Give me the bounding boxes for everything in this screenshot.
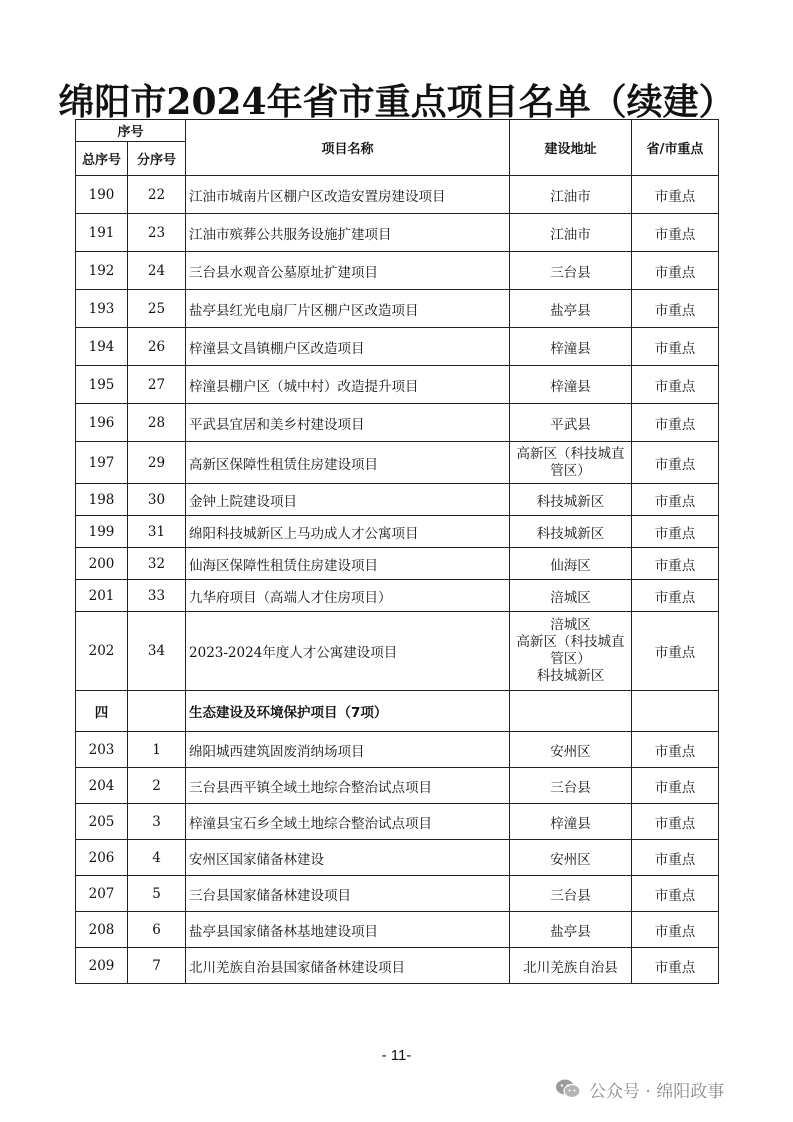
level-cell: 市重点 — [632, 252, 719, 290]
address-cell: 盐亭县 — [510, 290, 632, 328]
watermark-text: 公众号 · 绵阳政事 — [589, 1081, 725, 1102]
total-seq-cell: 200 — [76, 548, 128, 580]
address-cell: 仙海区 — [510, 548, 632, 580]
total-seq-cell: 198 — [76, 484, 128, 516]
address-cell: 科技城新区 — [510, 516, 632, 548]
sub-seq-cell: 6 — [128, 912, 186, 948]
table-row — [76, 548, 719, 580]
level-cell: 市重点 — [632, 580, 719, 612]
sub-seq-cell: 22 — [128, 176, 186, 214]
total-seq-cell: 201 — [76, 580, 128, 612]
table-row — [76, 876, 719, 912]
table-row — [76, 290, 719, 328]
sub-seq-cell: 32 — [128, 548, 186, 580]
level-cell: 市重点 — [632, 948, 719, 984]
level-cell: 市重点 — [632, 328, 719, 366]
section-title: 生态建设及环境保护项目（7项） — [186, 691, 510, 732]
table-row — [76, 912, 719, 948]
project-name-cell: 盐亭县国家储备林基地建设项目 — [186, 912, 510, 948]
level-cell: 市重点 — [632, 732, 719, 768]
address-cell: 科技城新区 — [510, 484, 632, 516]
sub-seq-cell: 23 — [128, 214, 186, 252]
wechat-icon — [555, 1078, 581, 1100]
total-seq-cell: 208 — [76, 912, 128, 948]
total-seq-cell: 206 — [76, 840, 128, 876]
table-row — [76, 404, 719, 442]
empty-cell — [128, 691, 186, 732]
level-cell: 市重点 — [632, 876, 719, 912]
level-cell: 市重点 — [632, 612, 719, 691]
address-line: 涪城区 — [550, 617, 591, 633]
watermark — [555, 1074, 724, 1104]
level-cell: 市重点 — [632, 366, 719, 404]
project-name-cell: 安州区国家储备林建设 — [186, 840, 510, 876]
project-name-cell: 绵阳科技城新区上马功成人才公寓项目 — [186, 516, 510, 548]
address-cell: 盐亭县 — [510, 912, 632, 948]
project-name-cell: 江油市城南片区棚户区改造安置房建设项目 — [186, 176, 510, 214]
sub-seq-cell: 28 — [128, 404, 186, 442]
address-line: 科技城新区 — [536, 668, 605, 684]
address-line: 管区） — [550, 651, 591, 667]
table-row — [76, 948, 719, 984]
sub-seq-cell: 33 — [128, 580, 186, 612]
total-seq-cell: 203 — [76, 732, 128, 768]
table-row — [76, 768, 719, 804]
project-name-cell: 高新区保障性租赁住房建设项目 — [186, 442, 510, 484]
total-seq-cell: 197 — [76, 442, 128, 484]
table-row — [76, 804, 719, 840]
level-cell: 市重点 — [632, 290, 719, 328]
address-cell: 平武县 — [510, 404, 632, 442]
sub-seq-cell: 24 — [128, 252, 186, 290]
table-row — [76, 612, 719, 691]
table-row — [76, 214, 719, 252]
project-name-cell: 绵阳城西建筑固废消纳场项目 — [186, 732, 510, 768]
sub-seq-cell: 7 — [128, 948, 186, 984]
page-title: 绵阳市2024年省市重点项目名单（续建） — [58, 81, 735, 123]
address-header: 建设地址 — [510, 120, 632, 176]
table-row — [76, 328, 719, 366]
address-cell: 三台县 — [510, 252, 632, 290]
sub-seq-cell: 4 — [128, 840, 186, 876]
total-seq-cell: 191 — [76, 214, 128, 252]
table-row — [76, 252, 719, 290]
level-cell: 市重点 — [632, 176, 719, 214]
project-name-cell: 2023-2024年度人才公寓建设项目 — [186, 612, 510, 691]
total-seq-cell: 207 — [76, 876, 128, 912]
project-name-cell: 三台县水观音公墓原址扩建项目 — [186, 252, 510, 290]
address-cell: 涪城区 — [510, 580, 632, 612]
address-cell: 北川羌族自治县 — [510, 948, 632, 984]
level-cell: 市重点 — [632, 214, 719, 252]
section-row — [76, 691, 719, 732]
address-cell: 安州区 — [510, 840, 632, 876]
sub-seq-cell: 26 — [128, 328, 186, 366]
table-row — [76, 840, 719, 876]
level-cell: 市重点 — [632, 548, 719, 580]
seq-group-header: 序号 — [76, 120, 186, 142]
sub-seq-cell: 1 — [128, 732, 186, 768]
project-name-cell: 梓潼县宝石乡全域土地综合整治试点项目 — [186, 804, 510, 840]
total-seq-header: 总序号 — [76, 142, 128, 176]
table-row — [76, 732, 719, 768]
total-seq-cell: 195 — [76, 366, 128, 404]
level-cell: 市重点 — [632, 840, 719, 876]
total-seq-cell: 194 — [76, 328, 128, 366]
project-name-cell: 江油市殡葬公共服务设施扩建项目 — [186, 214, 510, 252]
project-name-cell: 九华府项目（高端人才住房项目） — [186, 580, 510, 612]
sub-seq-cell: 3 — [128, 804, 186, 840]
address-cell: 江油市 — [510, 176, 632, 214]
address-cell: 梓潼县 — [510, 328, 632, 366]
address-cell: 梓潼县 — [510, 366, 632, 404]
level-cell: 市重点 — [632, 804, 719, 840]
level-header: 省/市重点 — [632, 120, 719, 176]
level-cell: 市重点 — [632, 484, 719, 516]
project-name-cell: 梓潼县文昌镇棚户区改造项目 — [186, 328, 510, 366]
address-cell — [510, 612, 632, 691]
total-seq-cell: 192 — [76, 252, 128, 290]
table-row — [76, 176, 719, 214]
address-cell: 梓潼县 — [510, 804, 632, 840]
address-cell: 高新区（科技城直管区） — [510, 442, 632, 484]
project-name-cell: 平武县宜居和美乡村建设项目 — [186, 404, 510, 442]
total-seq-cell: 199 — [76, 516, 128, 548]
sub-seq-cell: 27 — [128, 366, 186, 404]
address-line: 高新区（科技城直 — [516, 634, 625, 650]
project-name-cell: 三台县西平镇全域土地综合整治试点项目 — [186, 768, 510, 804]
project-name-cell: 盐亭县红光电扇厂片区棚户区改造项目 — [186, 290, 510, 328]
table-row — [76, 516, 719, 548]
sub-seq-cell: 34 — [128, 612, 186, 691]
sub-seq-cell: 30 — [128, 484, 186, 516]
total-seq-cell: 204 — [76, 768, 128, 804]
table-row — [76, 442, 719, 484]
project-name-cell: 三台县国家储备林建设项目 — [186, 876, 510, 912]
total-seq-cell: 205 — [76, 804, 128, 840]
total-seq-cell: 209 — [76, 948, 128, 984]
sub-seq-cell: 25 — [128, 290, 186, 328]
project-name-cell: 北川羌族自治县国家储备林建设项目 — [186, 948, 510, 984]
total-seq-cell: 193 — [76, 290, 128, 328]
empty-cell — [510, 691, 632, 732]
total-seq-cell: 202 — [76, 612, 128, 691]
total-seq-cell: 190 — [76, 176, 128, 214]
sub-seq-cell: 2 — [128, 768, 186, 804]
address-cell: 安州区 — [510, 732, 632, 768]
sub-seq-cell: 31 — [128, 516, 186, 548]
project-table — [75, 119, 719, 984]
sub-seq-cell: 5 — [128, 876, 186, 912]
level-cell: 市重点 — [632, 768, 719, 804]
project-name-cell: 仙海区保障性租赁住房建设项目 — [186, 548, 510, 580]
level-cell: 市重点 — [632, 404, 719, 442]
level-cell: 市重点 — [632, 442, 719, 484]
table-row — [76, 484, 719, 516]
total-seq-cell: 196 — [76, 404, 128, 442]
level-cell: 市重点 — [632, 516, 719, 548]
page-number: - 11- — [381, 1047, 412, 1064]
project-name-cell: 梓潼县棚户区（城中村）改造提升项目 — [186, 366, 510, 404]
sub-seq-header: 分序号 — [128, 142, 186, 176]
address-cell: 三台县 — [510, 876, 632, 912]
section-number: 四 — [76, 691, 128, 732]
level-cell: 市重点 — [632, 912, 719, 948]
empty-cell — [632, 691, 719, 732]
sub-seq-cell: 29 — [128, 442, 186, 484]
project-name-header: 项目名称 — [186, 120, 510, 176]
table-row — [76, 580, 719, 612]
project-name-cell: 金钟上院建设项目 — [186, 484, 510, 516]
table-row — [76, 366, 719, 404]
address-cell: 三台县 — [510, 768, 632, 804]
address-cell: 江油市 — [510, 214, 632, 252]
